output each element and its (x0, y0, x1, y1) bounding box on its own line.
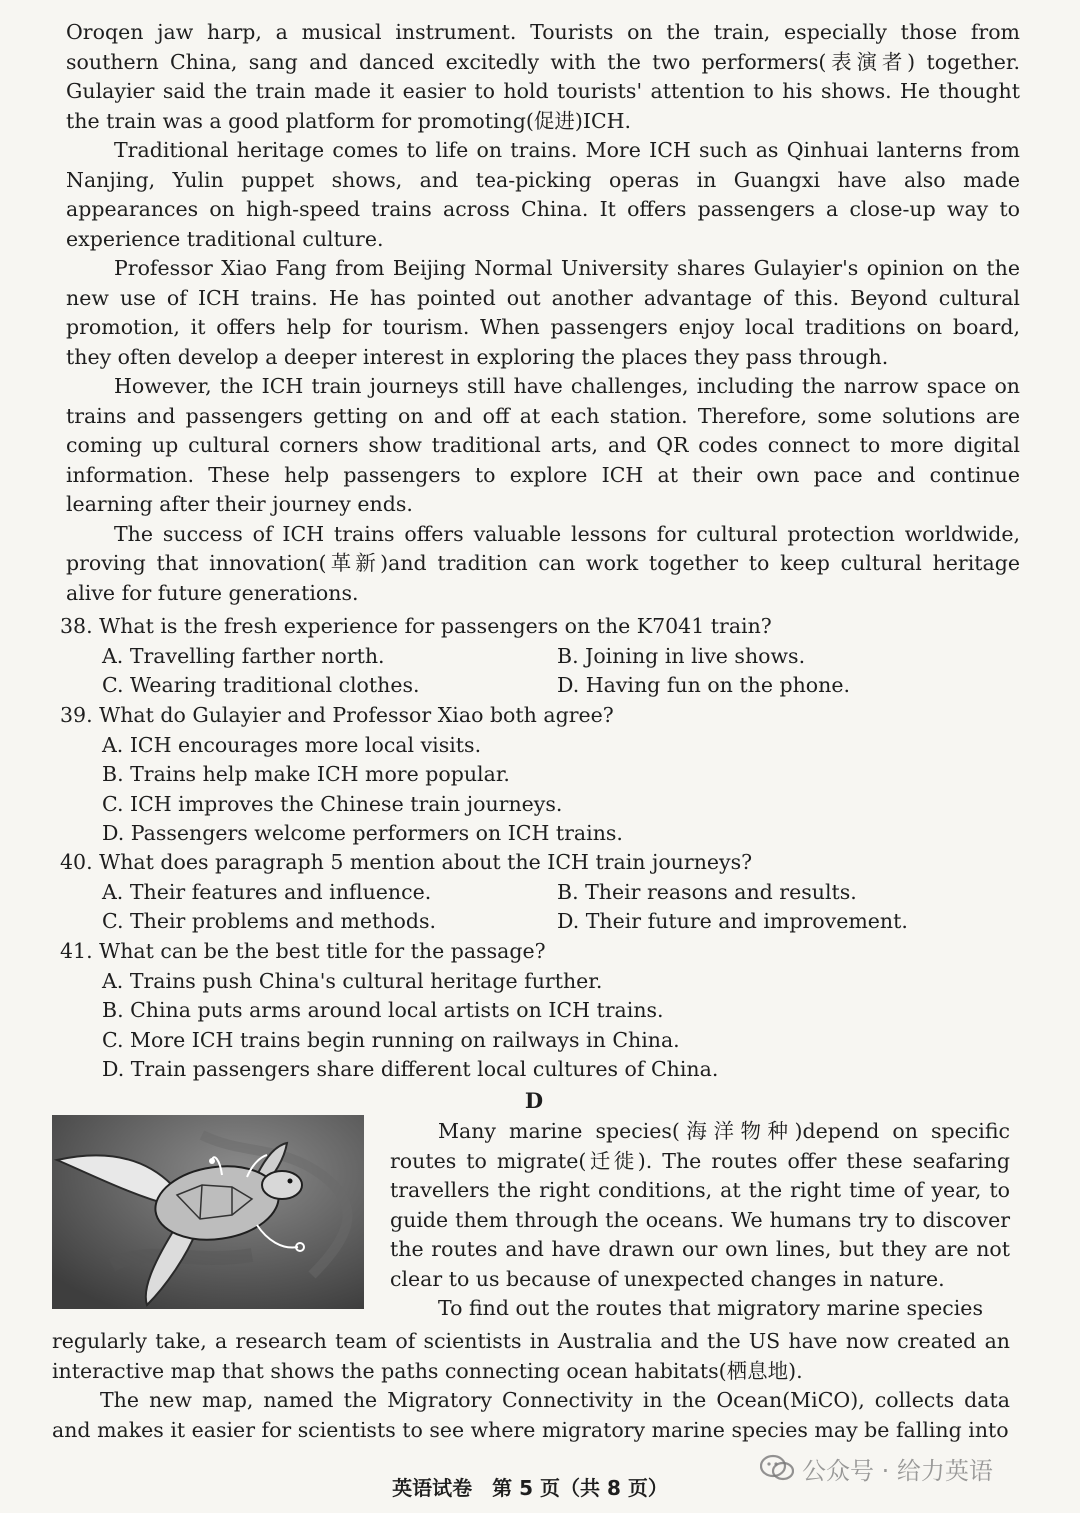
question-41-option-d: D. Train passengers share different local cultures of China. (102, 1057, 719, 1081)
passage-d-paragraph-3: The new map, named the Migratory Connectivity in the Ocean(MiCO), collects data and makes it easier for scientists to see where migratory marine species may be falling into (52, 1388, 1010, 1442)
question-40-option-c: C. Their problems and methods. (102, 909, 436, 933)
question-41-option-a: A. Trains push China's cultural heritage further. (102, 968, 603, 993)
question-41-option-b: B. China puts arms around local artists on ICH trains. (102, 998, 664, 1022)
question-38-stem: 38. What is the fresh experience for passengers on the K7041 train? (60, 614, 772, 638)
passage-c-paragraph-3: Professor Xiao Fang from Beijing Normal University shares Gulayier's opinion on the new use of ICH trains. He has pointed out another advantage of this. Beyond cultural promotion, it offers help for tourism. When passengers enjoy local traditions on board, they often develop a deeper interest in exploring the places they pass through. (66, 256, 1020, 369)
passage-d-paragraph-2-start: To find out the routes that migratory marine species (438, 1296, 983, 1320)
question-39 (60, 701, 1020, 849)
question-41-stem: 41. What can be the best title for the passage? (60, 939, 546, 963)
passage-c-paragraph-5: The success of ICH trains offers valuable lessons for cultural protection worldwide, proving that innovation(革新)and tradition can work together to keep cultural heritage alive for future generations. (66, 521, 1020, 605)
section-d-heading: D (524, 1088, 544, 1113)
question-40-option-b: B. Their reasons and results. (557, 879, 857, 904)
sea-turtle-drawing (52, 1115, 364, 1309)
question-39-option-a: A. ICH encourages more local visits. (102, 732, 482, 757)
passage-d-paragraph-2-rest: regularly take, a research team of scientists in Australia and the US have now created an interactive map that shows the paths connecting ocean habitats(栖息地). (52, 1329, 1010, 1383)
question-38-option-a: A. Travelling farther north. (102, 643, 385, 668)
question-40-option-d: D. Their future and improvement. (557, 909, 908, 933)
passage-c (66, 18, 1020, 608)
question-39-option-b: B. Trains help make ICH more popular. (102, 762, 510, 786)
question-41-option-c: C. More ICH trains begin running on railways in China. (102, 1027, 680, 1052)
question-39-option-c: C. ICH improves the Chinese train journeys. (102, 791, 563, 816)
question-39-stem: 39. What do Gulayier and Professor Xiao both agree? (60, 703, 614, 727)
question-38-option-c: C. Wearing traditional clothes. (102, 673, 420, 697)
question-38 (60, 612, 1020, 701)
passage-c-paragraph-2: Traditional heritage comes to life on trains. More ICH such as Qinhuai lanterns from Nanjing, Yulin puppet shows, and tea-picking operas in Guangxi have also made appearances on high-speed trains across China. It offers passengers a close-up way to experience traditional culture. (66, 138, 1020, 251)
question-40-option-a: A. Their features and influence. (102, 879, 432, 904)
question-40 (60, 848, 1020, 937)
passage-d-paragraph-1 (390, 1117, 1010, 1324)
passage-c-paragraph-1: Oroqen jaw harp, a musical instrument. Tourists on the train, especially those from southern China, sang and danced excitedly with the two performers(表演者) together. Gulayier said the train made it easier to hold tourists' attention to his shows. He thought the train was a good platform for promoting(促进)ICH. (66, 20, 1020, 133)
passage-d-paragraph-1-text: Many marine species(海洋物种)depend on specific routes to migrate(迁徙). The routes offer these seafaring travellers the right conditions, at the right time of year, to guide them through the oceans. We humans try to discover the routes and have drawn our own lines, but they are not clear to us because of unexpected changes in nature. (390, 1119, 1010, 1291)
question-39-option-d: D. Passengers welcome performers on ICH trains. (102, 821, 623, 845)
page-footer: 英语试卷 第 5 页（共 8 页） (392, 1476, 668, 1500)
watermark-text: 公众号 · 给力英语 (802, 1456, 993, 1485)
question-41 (60, 937, 1020, 1085)
question-38-option-b: B. Joining in live shows. (557, 643, 806, 668)
sea-turtle-image (52, 1115, 364, 1309)
question-40-stem: 40. What does paragraph 5 mention about the ICH train journeys? (60, 850, 753, 874)
passage-d-body (52, 1327, 1010, 1445)
question-38-option-d: D. Having fun on the phone. (557, 673, 850, 697)
passage-c-paragraph-4: However, the ICH train journeys still have challenges, including the narrow space on trains and passengers getting on and off at each station. Therefore, some solutions are coming up cultural corners show traditional arts, and QR codes connect to more digital information. These help passengers to explore ICH at their own pace and continue learning after their journey ends. (66, 374, 1020, 516)
